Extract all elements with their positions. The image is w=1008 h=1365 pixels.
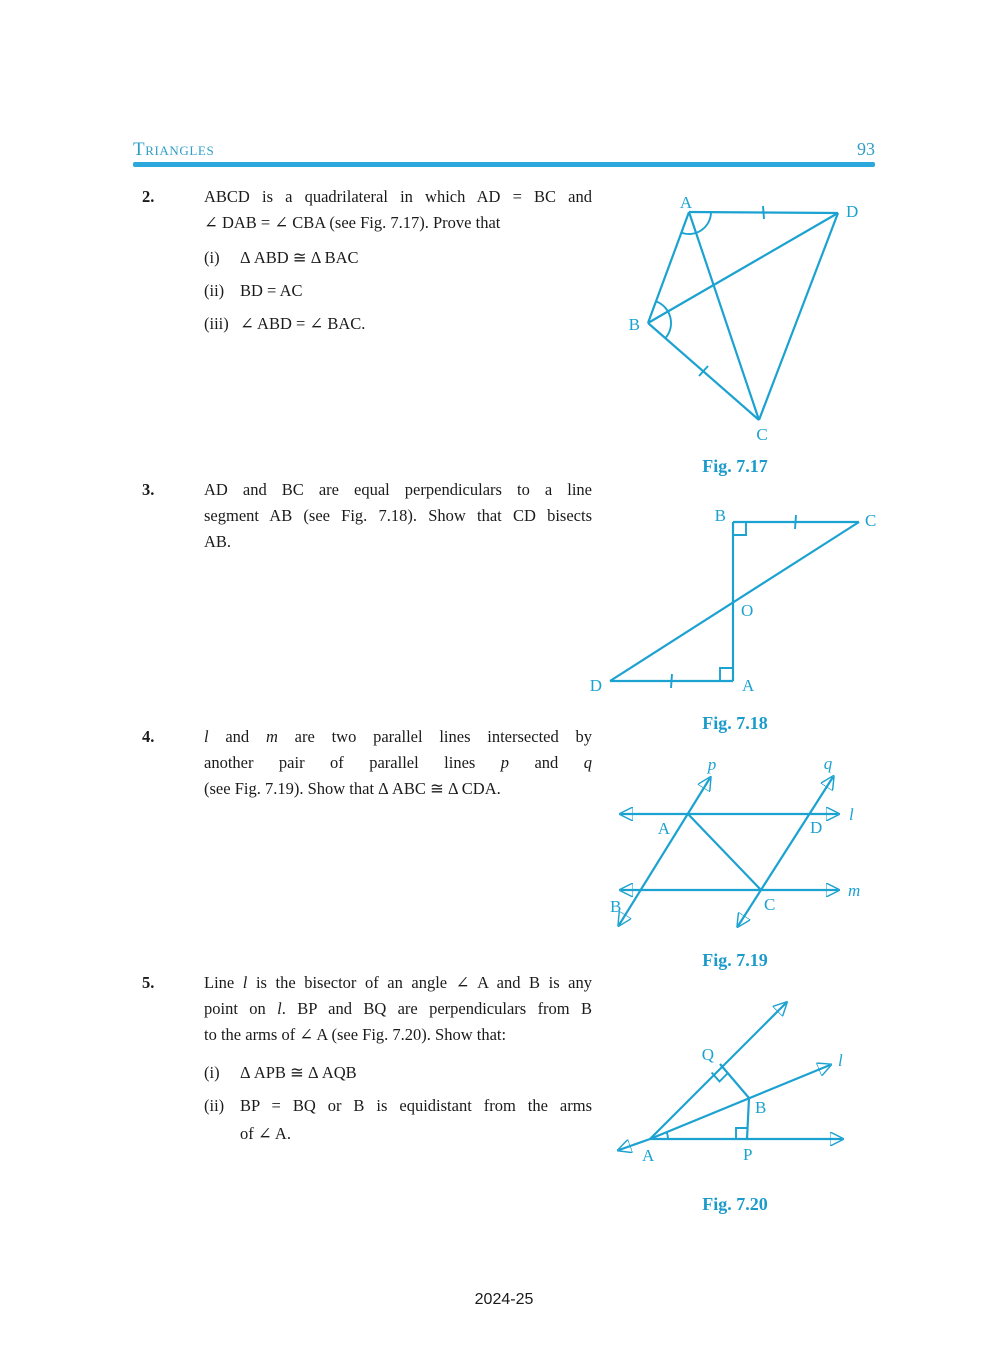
subitem [204, 1093, 592, 1149]
segment-DC [610, 522, 859, 681]
vertex-label-D: D [846, 202, 859, 221]
vertex-label-C: C [764, 895, 776, 914]
figure-7-20 [598, 992, 883, 1172]
question-text-line: AB. [204, 532, 232, 551]
question-number: 2. [142, 187, 155, 206]
segment-BP [747, 1098, 749, 1139]
subitem-label: (i) [204, 248, 220, 267]
question-subitems [204, 245, 592, 337]
line-p [619, 778, 710, 925]
subitem-text: ∠ ABD = ∠ BAC. [240, 314, 366, 333]
question-2 [142, 184, 612, 337]
vertex-label-A: A [742, 676, 755, 695]
running-head-title: Triangles [133, 139, 215, 160]
question-text-line: segment AB (see Fig. 7.18). Show that CD bisects [204, 506, 592, 525]
subitem-label: (ii) [204, 281, 225, 300]
question-body [204, 184, 592, 337]
question-text-line: another pair of parallel lines p and q [204, 753, 592, 772]
subitem [204, 245, 592, 271]
diagonal-BD [648, 213, 838, 323]
subitem-text-line: of ∠ A. [240, 1124, 291, 1143]
figure-7-17 [598, 186, 882, 448]
question-5 [142, 970, 612, 1149]
segment-QB [720, 1064, 749, 1098]
vertex-label-A: A [642, 1146, 655, 1165]
vertex-label-A: A [657, 819, 670, 838]
right-angle-mark-Q [712, 1073, 728, 1082]
question-text-line: AD and BC are equal perpendiculars to a line [204, 480, 592, 499]
vertex-label-C: C [756, 425, 768, 444]
subitem-text: Δ ABD ≅ Δ BAC [240, 248, 359, 267]
question-3 [142, 477, 612, 555]
line-q [738, 777, 833, 926]
question-text-line: ABCD is a quadrilateral in which AD = BC and [204, 187, 592, 206]
line-label-l: l [838, 1051, 843, 1070]
question-number: 3. [142, 480, 155, 499]
figure-caption: Fig. 7.19 [702, 950, 768, 970]
question-text-line: ∠ DAB = ∠ CBA (see Fig. 7.17). Prove that [204, 213, 501, 232]
vertex-label-B: B [628, 315, 640, 334]
right-angle-mark-B [733, 522, 746, 535]
tick-AD [763, 206, 764, 219]
subitem [204, 278, 592, 304]
subitem-label: (iii) [204, 314, 229, 333]
figure-7-19 [590, 752, 880, 938]
header-rule [133, 162, 875, 167]
point-label-P: P [743, 1145, 753, 1164]
question-body [204, 724, 592, 802]
figure-caption: Fig. 7.20 [702, 1194, 768, 1214]
vertex-label-C: C [865, 511, 877, 530]
edition-footer: 2024-25 [474, 1291, 534, 1308]
figure-caption: Fig. 7.17 [702, 456, 768, 476]
subitem-label: (i) [204, 1063, 220, 1082]
vertex-label-D: D [810, 818, 823, 837]
point-label-B: B [755, 1098, 767, 1117]
question-body [204, 970, 592, 1149]
subitem-text: Δ APB ≅ Δ AQB [240, 1063, 357, 1082]
question-text-line: to the arms of ∠ A (see Fig. 7.20). Show that: [204, 1025, 507, 1044]
question-number: 5. [142, 973, 155, 992]
right-angle-mark-P [736, 1128, 748, 1139]
subitem [204, 311, 592, 337]
question-subitems [204, 1060, 592, 1149]
figure-caption: Fig. 7.18 [702, 713, 768, 733]
question-text-line: (see Fig. 7.19). Show that Δ ABC ≅ Δ CDA. [204, 779, 501, 798]
question-text-line: l and m are two parallel lines intersected by [204, 727, 592, 746]
tick-DA [671, 674, 672, 688]
segment-AB [648, 212, 689, 323]
point-label-Q: Q [701, 1045, 714, 1064]
subitem-text-line: BP = BQ or B is equidistant from the arms [240, 1096, 592, 1115]
vertex-label-B: B [714, 506, 726, 525]
line-label-l: l [849, 805, 854, 824]
subitem-label: (ii) [204, 1096, 225, 1115]
line-label-m: m [848, 881, 861, 900]
question-4 [142, 724, 612, 802]
vertex-label-B: B [610, 897, 622, 916]
point-label-O: O [741, 601, 754, 620]
figure-7-18 [585, 506, 885, 698]
question-text-line: Line l is the bisector of an angle ∠ A and B is any [204, 973, 592, 992]
vertex-label-D: D [589, 676, 602, 695]
line-label-p: p [707, 755, 717, 774]
subitem-text: BD = AC [240, 281, 303, 300]
segment-CD [759, 213, 838, 420]
tick-BC [795, 515, 796, 529]
question-text-line: point on l. BP and BQ are perpendiculars from B [204, 999, 592, 1018]
segment-AC [688, 814, 761, 890]
page-number: 93 [857, 139, 875, 159]
line-label-q: q [823, 754, 833, 773]
subitem-text [240, 1093, 592, 1149]
subitem [204, 1060, 592, 1086]
question-number: 4. [142, 727, 155, 746]
arm-AQ-ray [650, 1003, 786, 1139]
vertex-label-A: A [679, 193, 693, 212]
question-body [204, 477, 592, 555]
right-angle-mark-A [720, 668, 733, 681]
